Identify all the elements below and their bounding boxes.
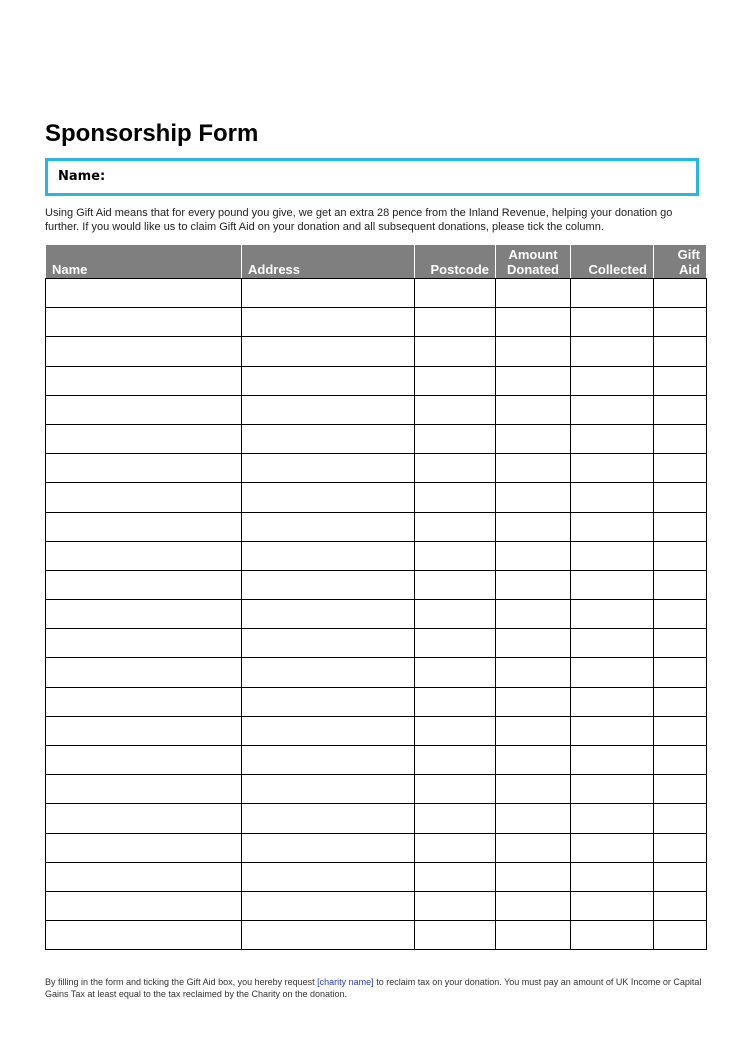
- amount-donated-cell[interactable]: [496, 862, 571, 891]
- amount-donated-cell[interactable]: [496, 746, 571, 775]
- collected-cell[interactable]: [571, 658, 654, 687]
- postcode-cell[interactable]: [415, 570, 496, 599]
- amount-donated-cell[interactable]: [496, 921, 571, 950]
- address-cell[interactable]: [242, 424, 415, 453]
- postcode-cell[interactable]: [415, 862, 496, 891]
- sponsor-name-field[interactable]: [45, 158, 699, 196]
- table-header-row: [46, 245, 707, 279]
- table-row: [46, 395, 707, 424]
- column-header-postcode: Postcode: [415, 245, 496, 279]
- collected-cell[interactable]: [571, 891, 654, 920]
- table-row: [46, 541, 707, 570]
- name-cell[interactable]: [46, 891, 242, 920]
- name-cell[interactable]: [46, 366, 242, 395]
- collected-cell[interactable]: [571, 570, 654, 599]
- collected-cell[interactable]: [571, 775, 654, 804]
- name-cell[interactable]: [46, 424, 242, 453]
- column-header-address: Address: [242, 245, 415, 279]
- table-row: [46, 862, 707, 891]
- name-cell[interactable]: [46, 454, 242, 483]
- postcode-cell[interactable]: [415, 454, 496, 483]
- collected-cell[interactable]: [571, 600, 654, 629]
- postcode-cell[interactable]: [415, 337, 496, 366]
- collected-cell[interactable]: [571, 395, 654, 424]
- table-row: [46, 483, 707, 512]
- gift-aid-cell[interactable]: [654, 454, 707, 483]
- address-cell[interactable]: [242, 337, 415, 366]
- gift-aid-cell[interactable]: [654, 775, 707, 804]
- address-cell[interactable]: [242, 395, 415, 424]
- gift-aid-cell[interactable]: [654, 629, 707, 658]
- name-cell[interactable]: [46, 279, 242, 308]
- gift-aid-cell[interactable]: [654, 337, 707, 366]
- collected-cell[interactable]: [571, 716, 654, 745]
- amount-donated-cell[interactable]: [496, 804, 571, 833]
- collected-cell[interactable]: [571, 337, 654, 366]
- address-cell[interactable]: [242, 804, 415, 833]
- amount-donated-cell[interactable]: [496, 891, 571, 920]
- amount-donated-cell[interactable]: [496, 658, 571, 687]
- table-row: [46, 921, 707, 950]
- postcode-cell[interactable]: [415, 629, 496, 658]
- table-row: [46, 716, 707, 745]
- collected-cell[interactable]: [571, 833, 654, 862]
- amount-donated-cell[interactable]: [496, 687, 571, 716]
- address-cell[interactable]: [242, 891, 415, 920]
- name-cell[interactable]: [46, 804, 242, 833]
- name-cell[interactable]: [46, 921, 242, 950]
- gift-aid-cell[interactable]: [654, 308, 707, 337]
- name-cell[interactable]: [46, 600, 242, 629]
- sponsor-table: [45, 244, 707, 950]
- name-cell[interactable]: [46, 337, 242, 366]
- amount-donated-cell[interactable]: [496, 833, 571, 862]
- amount-donated-cell[interactable]: [496, 279, 571, 308]
- gift-aid-cell[interactable]: [654, 279, 707, 308]
- address-cell[interactable]: [242, 716, 415, 745]
- gift-aid-cell[interactable]: [654, 658, 707, 687]
- gift-aid-cell[interactable]: [654, 921, 707, 950]
- amount-donated-cell[interactable]: [496, 454, 571, 483]
- postcode-cell[interactable]: [415, 424, 496, 453]
- name-cell[interactable]: [46, 512, 242, 541]
- gift-aid-cell[interactable]: [654, 687, 707, 716]
- amount-donated-cell[interactable]: [496, 337, 571, 366]
- name-cell[interactable]: [46, 833, 242, 862]
- gift-aid-cell[interactable]: [654, 570, 707, 599]
- postcode-cell[interactable]: [415, 541, 496, 570]
- table-row: [46, 512, 707, 541]
- name-cell[interactable]: [46, 746, 242, 775]
- postcode-cell[interactable]: [415, 308, 496, 337]
- address-cell[interactable]: [242, 366, 415, 395]
- address-cell[interactable]: [242, 746, 415, 775]
- table-row: [46, 687, 707, 716]
- gift-aid-cell[interactable]: [654, 541, 707, 570]
- address-cell[interactable]: [242, 600, 415, 629]
- name-cell[interactable]: [46, 658, 242, 687]
- table-row: [46, 629, 707, 658]
- column-header-collected: Collected: [571, 245, 654, 279]
- amount-donated-cell[interactable]: [496, 483, 571, 512]
- gift-aid-cell[interactable]: [654, 804, 707, 833]
- postcode-cell[interactable]: [415, 716, 496, 745]
- postcode-cell[interactable]: [415, 775, 496, 804]
- table-row: [46, 600, 707, 629]
- amount-donated-cell[interactable]: [496, 629, 571, 658]
- table-row: [46, 746, 707, 775]
- name-cell[interactable]: [46, 308, 242, 337]
- address-cell[interactable]: [242, 921, 415, 950]
- amount-donated-cell[interactable]: [496, 716, 571, 745]
- amount-donated-cell[interactable]: [496, 308, 571, 337]
- postcode-cell[interactable]: [415, 804, 496, 833]
- name-cell[interactable]: [46, 687, 242, 716]
- address-cell[interactable]: [242, 833, 415, 862]
- name-cell[interactable]: [46, 483, 242, 512]
- gift-aid-cell[interactable]: [654, 862, 707, 891]
- amount-donated-cell[interactable]: [496, 424, 571, 453]
- address-cell[interactable]: [242, 279, 415, 308]
- name-label: Name:: [58, 169, 106, 184]
- gift-aid-cell[interactable]: [654, 891, 707, 920]
- table-row: [46, 337, 707, 366]
- collected-cell[interactable]: [571, 629, 654, 658]
- gift-aid-intro: Using Gift Aid means that for every pound you give, we get an extra 28 pence from the Inland Revenue, helping your donation go further. If you would like us to claim Gift Aid on your donation and all subsequent donations, please tick the column.: [45, 207, 673, 233]
- collected-cell[interactable]: [571, 804, 654, 833]
- address-cell[interactable]: [242, 454, 415, 483]
- postcode-cell[interactable]: [415, 746, 496, 775]
- collected-cell[interactable]: [571, 308, 654, 337]
- gift-aid-cell[interactable]: [654, 395, 707, 424]
- amount-donated-cell[interactable]: [496, 775, 571, 804]
- gift-aid-cell[interactable]: [654, 483, 707, 512]
- amount-donated-cell[interactable]: [496, 366, 571, 395]
- collected-cell[interactable]: [571, 862, 654, 891]
- postcode-cell[interactable]: [415, 833, 496, 862]
- postcode-cell[interactable]: [415, 658, 496, 687]
- collected-cell[interactable]: [571, 921, 654, 950]
- address-cell[interactable]: [242, 308, 415, 337]
- charity-name-placeholder: [charity name]: [317, 977, 374, 987]
- amount-donated-cell[interactable]: [496, 512, 571, 541]
- table-row: [46, 891, 707, 920]
- gift-aid-declaration: [45, 977, 705, 1000]
- address-cell[interactable]: [242, 629, 415, 658]
- amount-donated-cell[interactable]: [496, 600, 571, 629]
- address-cell[interactable]: [242, 862, 415, 891]
- amount-donated-cell[interactable]: [496, 570, 571, 599]
- gift-aid-cell[interactable]: [654, 716, 707, 745]
- table-body: [46, 279, 707, 950]
- postcode-cell[interactable]: [415, 395, 496, 424]
- collected-cell[interactable]: [571, 279, 654, 308]
- table-row: [46, 775, 707, 804]
- column-header-amount-donated: Amount Donated: [496, 245, 571, 279]
- amount-donated-cell[interactable]: [496, 541, 571, 570]
- amount-donated-cell[interactable]: [496, 395, 571, 424]
- address-cell[interactable]: [242, 483, 415, 512]
- column-header-gift-aid: Gift Aid: [654, 245, 707, 279]
- postcode-cell[interactable]: [415, 512, 496, 541]
- collected-cell[interactable]: [571, 746, 654, 775]
- gift-aid-cell[interactable]: [654, 600, 707, 629]
- postcode-cell[interactable]: [415, 366, 496, 395]
- postcode-cell[interactable]: [415, 483, 496, 512]
- table-row: [46, 658, 707, 687]
- postcode-cell[interactable]: [415, 921, 496, 950]
- postcode-cell[interactable]: [415, 279, 496, 308]
- declaration-text-end: to reclaim tax on your donation. You must pay an amount of UK Income or Capital Gains Tax at least equal to the tax reclaimed by the Charity on the donation.: [45, 977, 702, 999]
- gift-aid-cell[interactable]: [654, 746, 707, 775]
- gift-aid-cell[interactable]: [654, 833, 707, 862]
- gift-aid-cell[interactable]: [654, 512, 707, 541]
- collected-cell[interactable]: [571, 483, 654, 512]
- address-cell[interactable]: [242, 658, 415, 687]
- collected-cell[interactable]: [571, 366, 654, 395]
- address-cell[interactable]: [242, 570, 415, 599]
- table-row: [46, 366, 707, 395]
- page-title: Sponsorship Form: [45, 120, 259, 147]
- name-cell[interactable]: [46, 629, 242, 658]
- name-cell[interactable]: [46, 775, 242, 804]
- table-row: [46, 308, 707, 337]
- table-row: [46, 279, 707, 308]
- table-row: [46, 454, 707, 483]
- table-row: [46, 804, 707, 833]
- table-row: [46, 424, 707, 453]
- address-cell[interactable]: [242, 775, 415, 804]
- collected-cell[interactable]: [571, 687, 654, 716]
- name-cell[interactable]: [46, 395, 242, 424]
- name-cell[interactable]: [46, 716, 242, 745]
- table-row: [46, 570, 707, 599]
- collected-cell[interactable]: [571, 454, 654, 483]
- collected-cell[interactable]: [571, 424, 654, 453]
- name-cell[interactable]: [46, 541, 242, 570]
- table-row: [46, 833, 707, 862]
- gift-aid-cell[interactable]: [654, 366, 707, 395]
- postcode-cell[interactable]: [415, 600, 496, 629]
- postcode-cell[interactable]: [415, 891, 496, 920]
- collected-cell[interactable]: [571, 512, 654, 541]
- name-cell[interactable]: [46, 862, 242, 891]
- address-cell[interactable]: [242, 687, 415, 716]
- address-cell[interactable]: [242, 541, 415, 570]
- column-header-name: Name: [46, 245, 242, 279]
- name-cell[interactable]: [46, 570, 242, 599]
- collected-cell[interactable]: [571, 541, 654, 570]
- declaration-text: By filling in the form and ticking the Gift Aid box, you hereby request: [45, 977, 318, 987]
- address-cell[interactable]: [242, 512, 415, 541]
- gift-aid-cell[interactable]: [654, 424, 707, 453]
- postcode-cell[interactable]: [415, 687, 496, 716]
